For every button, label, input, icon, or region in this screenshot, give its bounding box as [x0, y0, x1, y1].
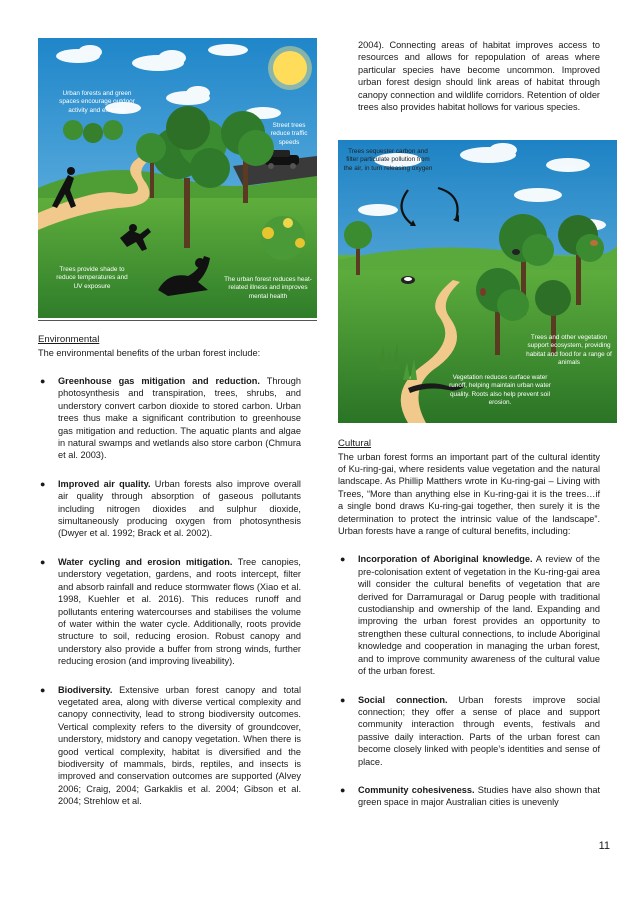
- bullet-text: Tree canopies, understory vegetation, gardens, and roots intercept, filter and absorb rainfall and reduce stormwater flows (Xiao et al. 1998, Kuehler et al. 2016). This reduces runoff and pollutants entering watercourses and stabilises the volume of water within the water cycle. Additionally, roots provide structure to soil, reducing erosion. Robust canopy and understory also provide a buffer from strong winds, further reducing erosion (and improving liveability).: [58, 556, 301, 667]
- list-item: [338, 553, 600, 677]
- list-item: [338, 694, 600, 768]
- list-item: [38, 478, 301, 540]
- bullet-icon: ●: [340, 694, 346, 705]
- bullet-text: Urban forests improve social connection; they offer a sense of place and support community interaction through events, festivals and passive daily interaction. Parts of the urban forest can become closely linked with people’s identities and sense of place.: [358, 694, 600, 767]
- bullet-text: Through photosynthesis and transpiration, trees, shrubs, and understory convert carbon dioxide to stored carbon. Urban trees thus make a significant contribution to greenhouse gas mitigation and reduction. The aquatic plants and algae in natural swamps and wetlands also store carbon (Chmura et al. 2003).: [58, 376, 301, 461]
- list-item: [38, 684, 301, 808]
- bullet-icon: ●: [40, 684, 46, 695]
- callout-habitat-support: Trees and other vegetation support ecosystem, providing habitat and food for a range of animals: [526, 334, 612, 366]
- callout-water-runoff: Vegetation reduces surface water runoff, helping maintain urban water quality. Roots also help prevent soil erosion.: [449, 374, 551, 406]
- callout-shade: Trees provide shade to reduce temperatures and UV exposure: [56, 266, 128, 290]
- section-heading-cultural: Cultural: [338, 438, 372, 449]
- right-column-continued: [358, 39, 600, 113]
- bullet-title: Improved air quality.: [58, 478, 151, 489]
- callout-outdoor-activity: Urban forests and green spaces encourage outdoor activity and exercise: [59, 90, 135, 114]
- bullet-text: Studies have also shown that green space in major Australian cities is unevenly: [358, 784, 600, 808]
- section-heading-environmental: Environmental: [38, 334, 100, 345]
- bullet-title: Community cohesiveness.: [358, 784, 475, 795]
- callout-mental-health: The urban forest reduces heat-related illness and improves mental health: [224, 276, 312, 300]
- cultural-bullets: [338, 553, 600, 808]
- list-item: [38, 556, 301, 668]
- illustration-1-divider: [38, 320, 317, 321]
- left-column: [38, 334, 301, 808]
- bullet-text: A review of the pre-colonisation extent of vegetation in the Ku-ring-gai area will consider the cultural benefits of vegetation that are derived for Darramuragal or Darug people with traditional custodianship and ownership of the land. Expanding and improving the urban forest provides an opportunity to strengthen these cultural connections, to include Aboriginal knowledge and cooperation in managing the urban forest, and to improve community awareness of the cultural value of the urban forest.: [358, 554, 600, 677]
- list-item: [338, 784, 600, 809]
- illustration-health-benefits: [38, 38, 317, 318]
- bullet-icon: ●: [340, 784, 346, 795]
- bullet-title: Social connection.: [358, 694, 448, 705]
- right-column: [338, 438, 600, 809]
- bullet-icon: ●: [40, 556, 46, 567]
- list-item: [38, 375, 301, 462]
- bullet-text: Urban forests also improve overall air quality through absorption of gaseous pollutants including nitrogen dioxides and sulphur dioxide, simultaneously producing oxygen from photosynthesis (Dwyer et al. 1992; Brack et al. 2002).: [58, 478, 301, 539]
- environmental-intro: The environmental benefits of the urban forest include:: [38, 347, 261, 358]
- bullet-icon: ●: [40, 376, 46, 386]
- bullet-title: Greenhouse gas mitigation and reduction.: [58, 376, 260, 386]
- bullet-text: Extensive urban forest canopy and total vegetated area, along with diverse vertical complexity and canopy connectivity, lead to strong biodiversity outcomes. Vertical complexity refers to the diversity of groundcover, understory, midstory and canopy vegetation. When there is good vertical complexity, habitat is diversified and the biodiversity of mammals, birds, reptiles, and insects is improved and conservation outcomes are supported (Alvey 2006; Craig, 2004; Garkaklis et al. 2004; Gibson et al. 2004; Strehlow et al.: [58, 684, 301, 807]
- environmental-bullets: [38, 375, 301, 808]
- callout-street-trees: Street trees reduce traffic speeds: [270, 122, 308, 146]
- bullet-title: Incorporation of Aboriginal knowledge.: [358, 554, 533, 565]
- page-number: 11: [598, 840, 610, 852]
- bullet-icon: ●: [40, 478, 46, 489]
- bullet-title: Biodiversity.: [58, 684, 113, 695]
- bullet-icon: ●: [340, 554, 346, 565]
- biodiversity-continued: 2004). Connecting areas of habitat improves access to resources and allows for repopulation of areas where particular species have become uncommon. Improved urban forest design should link areas of habitat through canopy connection and wildlife corridors. Retention of older trees also provides habitat hollows for various species.: [358, 40, 600, 113]
- callout-carbon-sequestration: Trees sequester carbon and filter particulate pollution from the air, in turn releasing oxygen: [343, 148, 433, 172]
- illustration-environmental-benefits: [338, 140, 617, 423]
- cultural-intro: The urban forest forms an important part of the cultural identity of Ku-ring-gai, where residents value vegetation and the natural landscape. As Phillip Matthers wrote in Ku-ring-gai – Living with Trees, “More than anything else in Ku-ring-gai it is the trees…if a single bond draws Ku-ring-gai together, then surely it is the determination to protect the intrinsic value of the landscape”. Urban forests have a range of cultural benefits, including:: [338, 451, 600, 537]
- bullet-title: Water cycling and erosion mitigation.: [58, 556, 233, 567]
